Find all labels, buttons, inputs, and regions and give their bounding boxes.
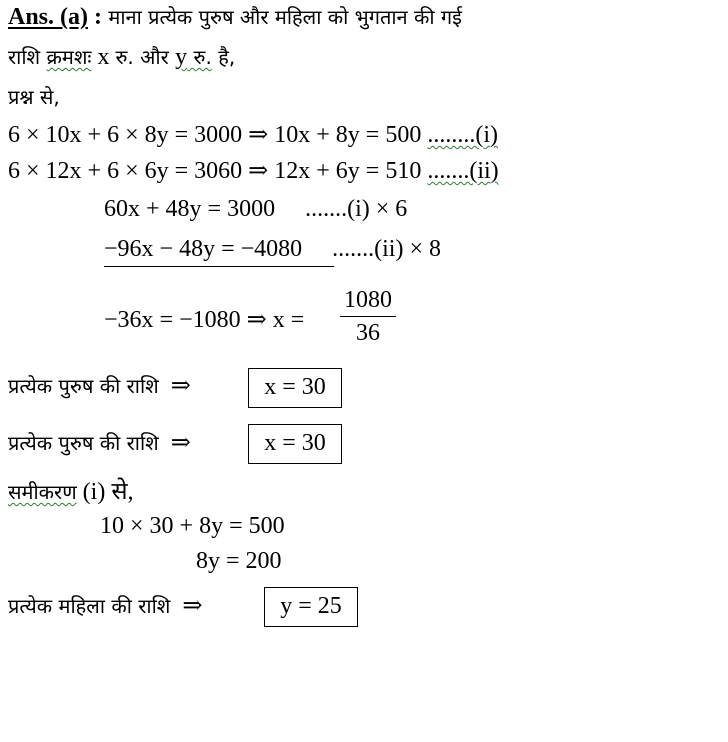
equation-1-body: 6 × 10x + 6 × 8y = 3000 ⇒ 10x + 8y = 500 — [8, 122, 428, 148]
answer-label: Ans. (a) — [8, 4, 89, 30]
equation-2-tag: .......(ii) — [427, 158, 499, 184]
implies-arrow-3: ⇒ — [182, 593, 203, 619]
woman-amount-line — [8, 591, 203, 621]
fraction-bar — [340, 316, 396, 317]
x-variable: x — [91, 44, 116, 70]
from-equation-ref: (i) से, — [76, 479, 134, 505]
implies-arrow-2: ⇒ — [170, 430, 191, 456]
substitution-line-1: 10 × 30 + 8y = 500 — [100, 513, 285, 539]
woman-amount-label: प्रत्येक महिला की राशि — [8, 594, 171, 618]
rupee-abbr-1: रु. — [115, 45, 134, 69]
elimination-row-1-eq: 60x + 48y = 3000 — [104, 196, 276, 222]
man-amount-box-2: x = 30 — [248, 424, 342, 464]
answer-heading-line — [8, 2, 462, 32]
man-amount-line-2 — [8, 428, 191, 458]
result-fraction — [340, 286, 396, 347]
amount-definition-line — [8, 42, 235, 72]
elimination-rule — [104, 266, 334, 267]
result-line: −36x = −1080 ⇒ x = — [104, 307, 305, 333]
intro-text: माना प्रत्येक पुरुष और महिला को भुगतान की गई — [102, 5, 462, 29]
man-amount-label-1: प्रत्येक पुरुष की राशि — [8, 374, 159, 398]
elimination-row-2 — [104, 234, 441, 264]
from-equation-line — [8, 477, 134, 507]
rashi-word: राशि — [8, 45, 47, 69]
fraction-numerator: 1080 — [344, 287, 392, 313]
elimination-row-2-tag: .......(ii) × 8 — [332, 236, 441, 262]
implies-arrow-1: ⇒ — [170, 373, 191, 399]
substitution-line-2: 8y = 200 — [196, 548, 282, 574]
elimination-row-2-eq: −96x − 48y = −4080 — [104, 236, 303, 262]
woman-amount-box: y = 25 — [264, 587, 358, 627]
hai-word: है, — [211, 45, 236, 69]
y-variable: y — [175, 44, 188, 70]
rupee-abbr-2: रु. — [187, 45, 212, 69]
from-question-line: प्रश्न से, — [8, 85, 60, 109]
equation-1 — [8, 120, 498, 150]
equation-2-body: 6 × 12x + 6 × 6y = 3060 ⇒ 12x + 6y = 510 — [8, 158, 428, 184]
man-amount-label-2: प्रत्येक पुरुष की राशि — [8, 431, 159, 455]
elimination-row-1-tag: .......(i) × 6 — [305, 196, 408, 222]
equation-1-tag: ........(i) — [427, 122, 498, 148]
samikaran-word: समीकरण — [8, 480, 77, 504]
elimination-row-1 — [104, 194, 407, 224]
man-amount-box-1: x = 30 — [248, 368, 342, 408]
fraction-denominator: 36 — [356, 320, 380, 346]
equation-2 — [8, 156, 499, 186]
answer-colon: : — [88, 4, 103, 30]
man-amount-line-1 — [8, 371, 191, 401]
aur-word: और — [133, 45, 176, 69]
kramash-word: क्रमशः — [46, 45, 92, 69]
